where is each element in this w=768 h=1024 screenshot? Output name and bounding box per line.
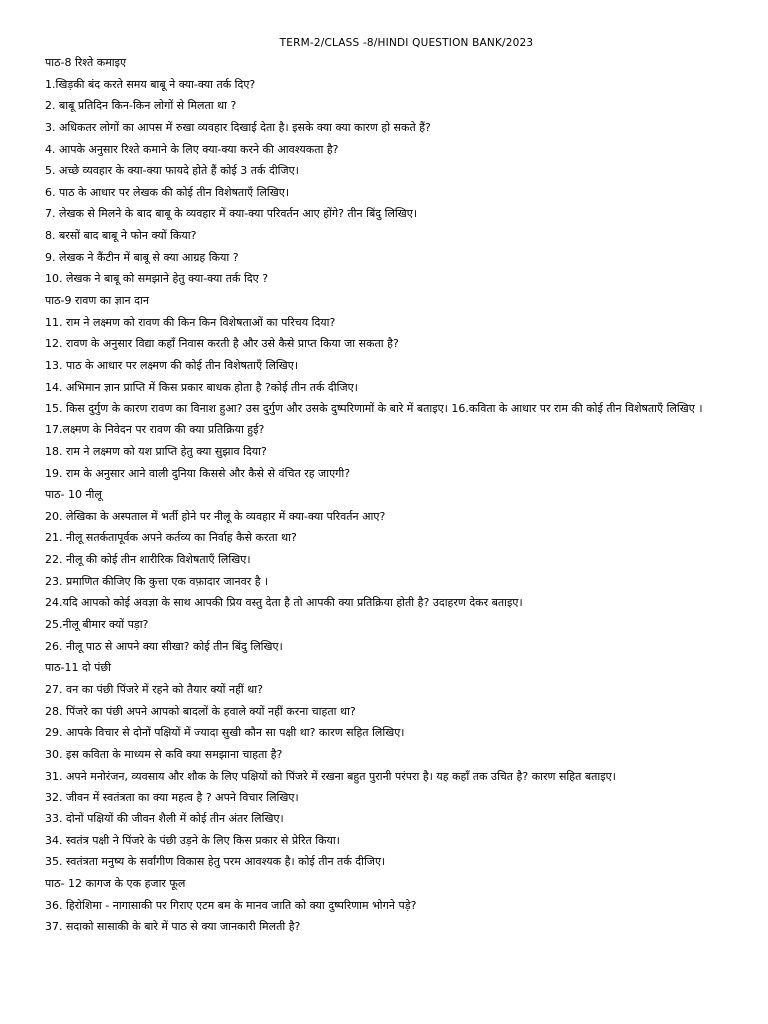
question-item: 6. पाठ के आधार पर लेखक की कोई तीन विशेषताएँ लिखिए। <box>45 185 290 199</box>
question-item: 35. स्वतंत्रता मनुष्य के सर्वांगीण विकास हेतु परम आवश्यक है। कोई तीन तर्क दीजिए। <box>45 855 386 869</box>
question-item: 17.लक्ष्मण के निवेदन पर रावण की क्या प्रतिक्रिया हुई? <box>45 423 265 437</box>
question-item: 11. राम ने लक्ष्मण को रावण की किन किन विशेषताओं का परिचय दिया? <box>45 315 336 329</box>
question-item: 25.नीलू बीमार क्यों पड़ा? <box>45 618 149 632</box>
question-item: 7. लेखक से मिलने के बाद बाबू के व्यवहार में क्या-क्या परिवर्तन आए होंगे? तीन बिंदु लिखिए। <box>45 207 418 221</box>
question-item: 8. बरसों बाद बाबू ने फोन क्यों किया? <box>45 229 197 243</box>
question-item: 15. किस दुर्गुण के कारण रावण का विनाश हुआ? उस दुर्गुण और उसके दुष्परिणामों के बारे में बताइए। 16.कविता के आधार पर राम की कोई तीन विशेषताएँ लिखिए । <box>45 402 703 416</box>
question-item: 24.यदि आपको कोई अवज्ञा के साथ आपकी प्रिय वस्तु देता है तो आपकी क्या प्रतिक्रिया होती है? उदाहरण देकर बताइए। <box>45 596 523 610</box>
lesson-heading: पाठ-8 रिश्ते कमाइए <box>45 56 127 69</box>
document-title: TERM-2/CLASS -8/HINDI QUESTION BANK/2023 <box>279 37 534 49</box>
question-item: 2. बाबू प्रतिदिन किन-किन लोगों से मिलता था ? <box>45 99 237 113</box>
lesson-heading: पाठ- 12 कागज के एक हजार फूल <box>45 877 186 891</box>
question-item: 28. पिंजरे का पंछी अपने आपको बादलों के हवाले क्यों नहीं करना चाहता था? <box>45 704 356 718</box>
question-item: 1.खिड़की बंद करते समय बाबू ने क्या-क्या तर्क दिए? <box>45 77 256 91</box>
question-item: 23. प्रमाणित कीजिए कि कुत्ता एक वफ़ादार जानवर है । <box>45 574 269 588</box>
question-item: 18. राम ने लक्ष्मण को यश प्राप्ति हेतु क्या सुझाव दिया? <box>45 444 267 458</box>
question-item: 37. सदाको सासाकी के बारे में पाठ से क्या जानकारी मिलती है? <box>45 920 301 934</box>
question-item: 36. हिरोशिमा - नागासाकी पर गिराए एटम बम के मानव जाति को क्या दुष्परिणाम भोगने पड़े? <box>45 898 417 912</box>
question-item: 19. राम के अनुसार आने वाली दुनिया किससे और कैसे से वंचित रह जाएगी? <box>45 466 351 480</box>
question-item: 31. अपने मनोरंजन, व्यवसाय और शौक के लिए पक्षियों को पिंजरे में रखना बहुत पुरानी परंपरा है। यह कहाँ तक उचित है? कारण सहित बताइए। <box>45 769 616 783</box>
question-item: 32. जीवन में स्वतंत्रता का क्या महत्व है ? अपने विचार लिखिए। <box>45 790 299 804</box>
question-list <box>45 56 748 934</box>
question-item: 30. इस कविता के माध्यम से कवि क्या समझाना चाहता है? <box>45 747 283 761</box>
question-item: 5. अच्छे व्यवहार के क्या-क्या फायदे होते हैं कोई 3 तर्क दीजिए। <box>45 164 299 178</box>
question-item: 4. आपके अनुसार रिश्ते कमाने के लिए क्या-क्या करने की आवश्यकता है? <box>45 142 339 156</box>
lesson-heading: पाठ-11 दो पंछी <box>45 661 111 675</box>
question-item: 27. वन का पंछी पिंजरे में रहने को तैयार क्यों नहीं था? <box>45 682 263 696</box>
lesson-heading: पाठ- 10 नीलू <box>45 488 102 502</box>
question-item: 26. नीलू पाठ से आपने क्या सीखा? कोई तीन बिंदु लिखिए। <box>45 639 283 653</box>
question-item: 34. स्वतंत्र पक्षी ने पिंजरे के पंछी उड़ने के लिए किस प्रकार से प्रेरित किया। <box>45 833 340 847</box>
question-item: 22. नीलू की कोई तीन शारीरिक विशेषताएँ लिखिए। <box>45 553 251 567</box>
question-item: 3. अधिकतर लोगों का आपस में रुखा व्यवहार दिखाई देता है। इसके क्या क्या कारण हो सकते हैं? <box>45 120 431 134</box>
question-item: 33. दोनों पक्षियों की जीवन शैली में कोई तीन अंतर लिखिए। <box>45 812 284 826</box>
question-item: 13. पाठ के आधार पर लक्ष्मण की कोई तीन विशेषताएँ लिखिए। <box>45 358 299 372</box>
question-item: 14. अभिमान ज्ञान प्राप्ति में किस प्रकार बाधक होता है ?कोई तीन तर्क दीजिए। <box>45 380 358 394</box>
question-item: 29. आपके विचार से दोनों पक्षियों में ज्यादा सुखी कौन सा पक्षी था? कारण सहित लिखिए। <box>45 726 405 740</box>
question-item: 20. लेखिका के अस्पताल में भर्ती होने पर नीलू के व्यवहार में क्या-क्या परिवर्तन आए? <box>45 509 386 523</box>
lesson-heading: पाठ-9 रावण का ज्ञान दान <box>45 294 149 308</box>
question-item: 10. लेखक ने बाबू को समझाने हेतु क्या-क्या तर्क दिए ? <box>45 272 269 286</box>
question-item: 9. लेखक ने कैंटीन में बाबू से क्या आग्रह किया ? <box>45 250 239 264</box>
question-item: 21. नीलू सतर्कतापूर्वक अपने कर्तव्य का निर्वाह कैसे करता था? <box>45 531 297 545</box>
question-item: 12. रावण के अनुसार विद्या कहाँ निवास करती है और उसे कैसे प्राप्त किया जा सकता है? <box>45 337 399 351</box>
